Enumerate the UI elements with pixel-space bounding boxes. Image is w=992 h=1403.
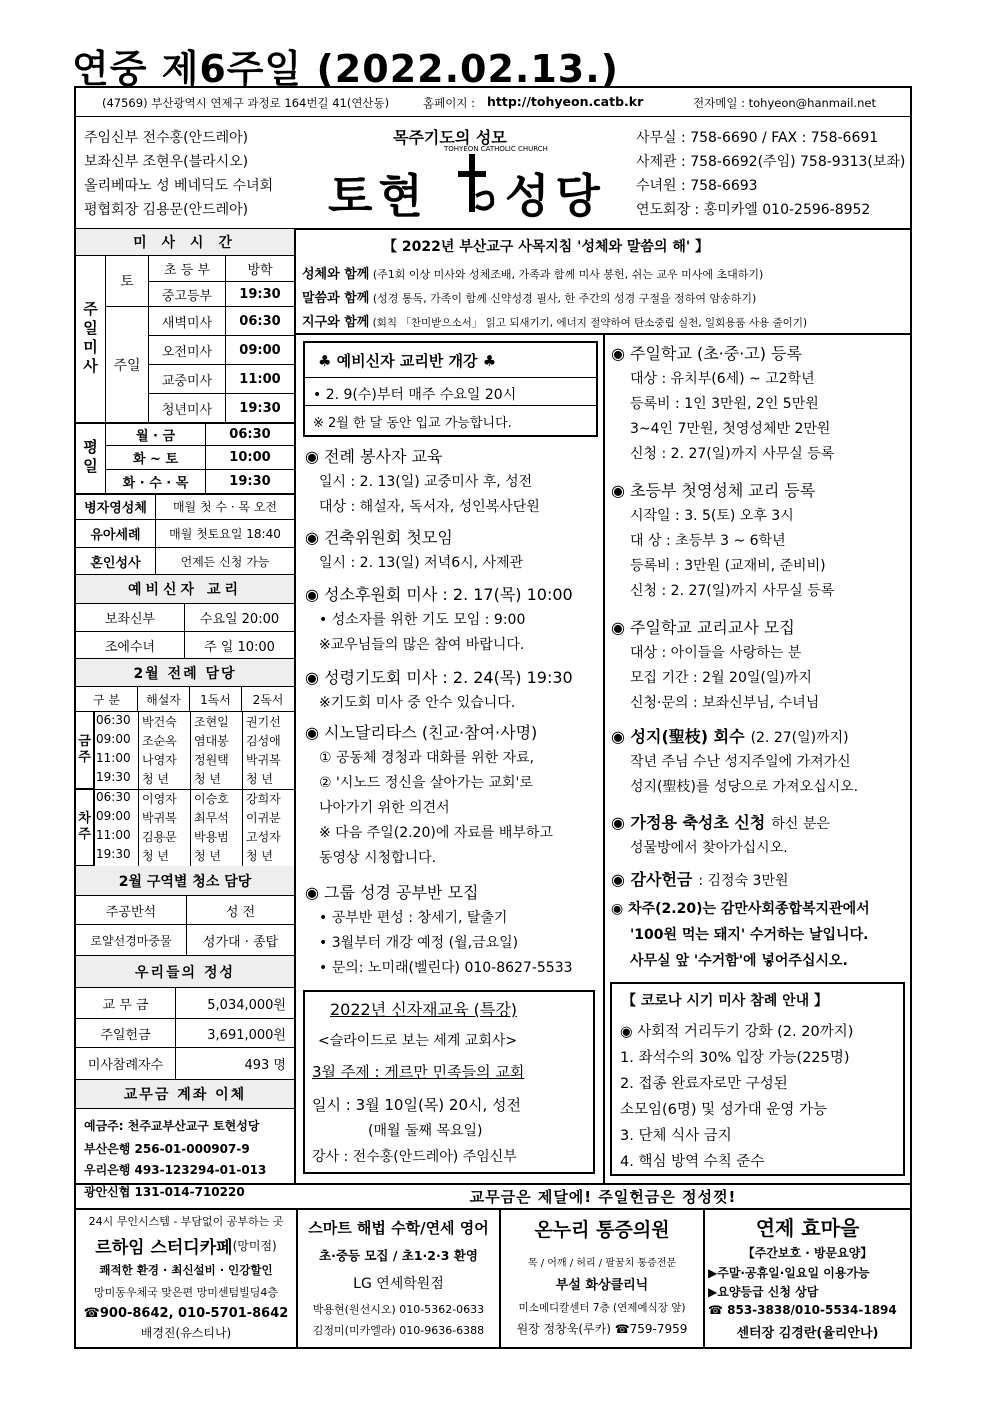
liturgy-time: 06:30	[96, 790, 131, 804]
liturgy-commentator: 나영자	[142, 753, 177, 767]
notice-title-tail: (2. 27(일)까지)	[750, 730, 849, 746]
notice-line: 일시 : 2. 13(일) 교중미사 후, 성전	[319, 474, 533, 490]
covid-line: 3. 단체 식사 금지	[620, 1128, 732, 1144]
notice-line: ② '시노드 정신을 살아가는 교회'로	[319, 775, 533, 791]
notice-line: 나아가기 위한 의견서	[319, 800, 450, 816]
notice-title-tail: 하신 분은	[771, 816, 830, 832]
covid-line: ◉ 사회적 거리두기 강화 (2. 20까지)	[620, 1024, 854, 1040]
ad-2-line: 김정미(미카엘라) 010-9636-6388	[312, 1324, 485, 1337]
offering-value: 3,691,000원	[176, 1019, 294, 1048]
liturgy-commentator: 청 년	[142, 849, 169, 863]
liturgy-commentator: 박건숙	[142, 715, 177, 729]
staff-3: 올리베따노 성 베네딕도 수녀회	[84, 178, 274, 194]
ad-4-line: ▶요양등급 신청 상담	[708, 1285, 819, 1299]
offering-value: 493 명	[176, 1048, 294, 1080]
notice-line: '100원 먹는 돼지' 수거하는 날입니다.	[630, 927, 869, 943]
contact-rectory: 사제관 : 758-6692(주임) 758-9313(보좌)	[636, 154, 906, 170]
pastoral-item-2: 말씀과 함께 (성경 통독, 가족이 함께 신약성경 필사, 한 주간의 성경 구절을 정하여 암송하기)	[302, 291, 757, 306]
ad-2-line: 박용현(원선시오) 010-5362-0633	[312, 1303, 485, 1316]
church-name-right: 성당	[505, 169, 606, 223]
ad-3-line: 미소메디칼센터 7층 (연제예식장 앞)	[518, 1301, 686, 1314]
liturgy-reader-1: 박용범	[194, 830, 229, 844]
cleaning-area: 성가대 · 종탑	[187, 925, 294, 956]
liturgy-time: 09:00	[96, 732, 131, 746]
liturgy-commentator: 조순옥	[142, 734, 177, 748]
notice-title: ◉ 성령기도회 미사 : 2. 24(목) 19:30	[305, 668, 573, 687]
ad-3-line: 목 / 어깨 / 허리 / 팔꿈치 통증전문	[527, 1257, 677, 1269]
weekday-row-time: 10:00	[206, 446, 294, 470]
pastoral-item-1: 성체와 함께 (주1회 이상 미사와 성체조배, 가족과 함께 미사 봉헌, 쉬는 교우 미사에 초대하기)	[302, 267, 764, 282]
ad-1-line: 망미동우체국 맞은편 망미센텀빌딩4층	[93, 1286, 278, 1299]
catechumen-header: 예비신자 교리	[76, 575, 294, 604]
slogan: 교무금은 제달에! 주일헌금은 정성껏!	[469, 1187, 737, 1206]
sunday-mass-label: 주일미사	[76, 256, 106, 422]
liturgy-reader-2: 청 년	[246, 849, 273, 863]
account-line: 우리은행 493-123294-01-013	[84, 1163, 267, 1177]
notice-title-text: ◉ 감사헌금	[611, 870, 693, 889]
catechumen-time: 주 일 10:00	[185, 632, 294, 659]
liturgy-time: 11:00	[96, 751, 131, 765]
liturgy-reader-1: 정원택	[194, 753, 229, 767]
liturgy-reader-2: 김성애	[246, 734, 281, 748]
cleaning-header: 2월 구역별 청소 담당	[76, 866, 294, 896]
notice-line: 대상 : 해설자, 독서자, 성인복사단원	[319, 499, 540, 515]
sun-row-time: 06:30	[226, 307, 294, 336]
notice-line: 등록비 : 1인 3만원, 2인 5만원	[630, 396, 819, 412]
notice-line: • 3월부터 개강 예정 (월,금요일)	[319, 935, 519, 951]
covid-line: 4. 핵심 방역 수칙 준수	[620, 1154, 765, 1170]
pastoral-title: 【 2022년 부산교구 사목지침 '성체와 말씀의 해' 】	[383, 239, 710, 255]
sacrament-info: 언제든 신청 가능	[156, 548, 294, 575]
notice-line: 대상 : 아이들을 사랑하는 분	[630, 645, 802, 661]
liturgy-col-head: 1독서	[190, 687, 242, 712]
catechumen-time: 수요일 20:00	[185, 604, 294, 632]
sacrament-name: 혼인성사	[76, 548, 156, 575]
ad-4-line: 센터장 김경란(율리안나)	[736, 1325, 879, 1341]
covid-title: 【 코로나 시기 미사 참례 안내 】	[622, 993, 829, 1009]
sun-row-time: 19:30	[239, 400, 281, 416]
catechumen-box-title: ♣ 예비신자 교리반 개강 ♣	[318, 352, 497, 370]
notice-line: 대상 : 유치부(6세) ~ 고2학년	[630, 371, 815, 387]
liturgy-reader-2: 청 년	[246, 772, 273, 786]
notice-title: ◉ 건축위원회 첫모임	[305, 528, 453, 547]
notice-line: 대 상 : 초등부 3 ~ 6학년	[630, 533, 786, 549]
liturgy-reader-1: 청 년	[194, 772, 221, 786]
sacrament-info: 매월 첫 수 · 목 오전	[156, 494, 294, 520]
ad-2-title: 스마트 해법 수학/연세 영어	[308, 1218, 489, 1237]
sacrament-name: 유아세례	[76, 520, 156, 548]
notice-line: 성물방에서 찾아가십시오.	[630, 840, 788, 856]
notice-line: 사무실 앞 '수거함'에 넣어주십시오.	[630, 953, 848, 969]
ad-1-line: 24시 무인시스템 - 부담없이 공부하는 곳	[88, 1215, 284, 1228]
liturgy-reader-1: 최무석	[194, 811, 229, 825]
sunday-label: 주일	[106, 307, 149, 422]
liturgy-commentator: 박귀복	[142, 811, 177, 825]
liturgy-reader-2: 박귀복	[246, 753, 281, 767]
sacrament-info: 매월 첫토요일 18:40	[156, 520, 294, 548]
ad-4-title: 연제 효마을	[755, 1215, 860, 1240]
offering-label: 주일헌금	[76, 1019, 176, 1048]
mass-times-header: 미 사 시 간	[76, 229, 294, 256]
sat-row-name: 초 등 부	[149, 256, 226, 282]
account-line: 광안신협 131-014-710220	[84, 1185, 245, 1199]
notice-title	[611, 341, 802, 364]
liturgy-time: 19:30	[96, 770, 131, 784]
notice-title-text: ◉ 가정용 축성초 신청	[611, 813, 766, 832]
education-date: 일시 : 3월 10일(목) 20시, 성전	[312, 1096, 522, 1114]
offering-header: 우리들의 정성	[76, 956, 294, 988]
catechumen-teacher: 조에수녀	[76, 632, 185, 659]
ad-1-phone: ☎900-8642, 010-5701-8642	[83, 1305, 289, 1321]
email: 전자메일 : tohyeon@hanmail.net	[693, 96, 876, 110]
cleaning-group: 로얄선경마중물	[76, 925, 187, 956]
notice-line: 작년 주님 수난 성지주일에 가져가신	[630, 754, 851, 770]
contact-president: 연도회장 : 홍미카엘 010-2596-8952	[636, 202, 871, 218]
ad-3-title: 온누리 통증의원	[534, 1218, 670, 1241]
homepage-label: 홈페이지 :	[423, 96, 475, 110]
catechumen-box-line: ※ 2월 한 달 동안 입교 가능합니다.	[313, 416, 512, 431]
notice-line: 신청 : 2. 27(일)까지 사무실 등록	[630, 583, 835, 599]
church-seal-text: TOHYEON CATHOLIC CHURCH	[444, 145, 548, 153]
sun-row-name: 오전미사	[149, 336, 226, 365]
liturgy-reader-2: 이귀분	[246, 811, 281, 825]
notice-title	[611, 724, 849, 747]
staff-4: 평협회장 김용문(안드레아)	[84, 202, 249, 218]
education-schedule: (매월 둘째 목요일)	[368, 1123, 483, 1139]
covid-line: 2. 접종 완료자로만 구성된	[620, 1076, 788, 1092]
covid-line: 소모임(6명) 및 성가대 운영 가능	[620, 1102, 828, 1118]
offering-label: 교 무 금	[76, 988, 176, 1019]
ad-4-phone: ☎ 853-3838/010-5534-1894	[708, 1303, 897, 1317]
staff-2: 보좌신부 조현우(블라시오)	[84, 154, 249, 170]
sat-row-name: 중고등부	[149, 282, 226, 307]
notice-line: • 공부반 편성 : 창세기, 탈출기	[319, 910, 508, 926]
liturgy-col-head: 해설자	[138, 687, 190, 712]
liturgy-reader-1: 조현일	[194, 715, 229, 729]
notice-line: • 문의: 노미래(벨린다) 010-8627-5533	[319, 960, 573, 976]
homepage-link[interactable]: http://tohyeon.catb.kr	[487, 94, 644, 109]
weekday-row-time: 19:30	[229, 474, 271, 489]
notice-line: ※ 다음 주일(2.20)에 자료를 배부하고	[319, 825, 553, 841]
liturgy-commentator: 청 년	[142, 772, 169, 786]
account-header: 교무금 계좌 이체	[76, 1080, 294, 1109]
catechumen-box-line: • 2. 9(수)부터 매주 수요일 20시	[313, 387, 517, 403]
ad-2-name: LG 연세학원점	[353, 1276, 444, 1292]
liturgy-time: 06:30	[96, 713, 131, 727]
notice-title	[611, 810, 830, 833]
liturgy-col-head: 구 분	[76, 687, 138, 712]
account-line: 부산은행 256-01-000907-9	[84, 1142, 250, 1156]
notice-title-text: ◉ 초등부 첫영성체 교리 등록	[611, 481, 816, 500]
notice-line: ※교우님들의 많은 참여 바랍니다.	[319, 637, 525, 653]
notice-title	[611, 615, 795, 638]
notice-line: 시작일 : 3. 5(토) 오후 3시	[630, 508, 794, 524]
education-title: 2022년 신자재교육 (특강)	[330, 1000, 518, 1019]
sun-row-name: 교중미사	[149, 365, 226, 394]
ad-1-branch: (망미점)	[232, 1238, 277, 1253]
notice-line: ◉ 차주(2.20)는 감만사회종합복지관에서	[611, 901, 870, 917]
notice-line: 3~4인 7만원, 첫영성체반 2만원	[630, 421, 831, 437]
weekday-row-name: 화 ~ 토	[106, 446, 206, 470]
liturgy-reader-2: 권기선	[246, 715, 281, 729]
church-address: (47569) 부산광역시 연제구 과정로 164번길 41(연산동)	[102, 96, 390, 110]
liturgy-time: 09:00	[96, 809, 131, 823]
notice-title: ◉ 성소후원회 미사 : 2. 17(목) 10:00	[305, 585, 573, 604]
notice-line: ① 공동체 경청과 대화를 위한 자료,	[319, 750, 535, 766]
liturgy-header: 2월 전례 담당	[76, 659, 294, 687]
sun-row-name: 청년미사	[149, 394, 226, 422]
liturgy-commentator: 이영자	[142, 792, 177, 806]
offering-value: 5,034,000원	[176, 988, 294, 1019]
church-name-left: 토현	[328, 169, 429, 223]
ad-1-line: 쾌적한 환경 · 최신설비 · 인강할인	[99, 1263, 273, 1277]
ad-1-name: 르하임 스터디카페	[95, 1237, 233, 1258]
notice-line: 성지(聖枝)를 성당으로 가져오십시오.	[630, 779, 859, 795]
account-holder: 예금주: 천주교부산교구 토현성당	[84, 1119, 260, 1133]
catechumen-teacher: 보좌신부	[76, 604, 185, 632]
weekday-row-name: 월 · 금	[106, 423, 206, 446]
notice-title: ◉ 시노달리타스 (친교·참여·사명)	[305, 723, 538, 742]
ad-2-line: 초·중등 모집 / 초1·2·3 환영	[319, 1248, 478, 1263]
staff-1: 주임신부 전수홍(안드레아)	[84, 130, 249, 146]
notice-line: ※기도회 미사 중 안수 있습니다.	[319, 695, 516, 711]
liturgy-col-head: 2독서	[242, 687, 294, 712]
sun-row-time: 11:00	[226, 365, 294, 394]
contact-office: 사무실 : 758-6690 / FAX : 758-6691	[636, 130, 879, 146]
church-subtitle: 목주기도의 성모	[393, 128, 507, 147]
liturgy-time: 11:00	[96, 828, 131, 842]
sacrament-name: 병자영성체	[76, 494, 156, 520]
weekday-mass-label: 평일	[76, 423, 106, 493]
contact-convent: 수녀원 : 758-6693	[636, 178, 758, 194]
liturgy-commentator: 김용문	[142, 830, 177, 844]
notice-line: 모집 기간 : 2월 20일(일)까지	[630, 670, 812, 686]
notice-line: 신청 : 2. 27(일)까지 사무실 등록	[630, 446, 835, 462]
education-topic: 3월 주제 : 게르만 민족들의 교회	[312, 1063, 525, 1081]
liturgy-reader-2: 고성자	[246, 830, 281, 844]
weekday-row-name: 화 · 수 · 목	[106, 470, 206, 493]
ad-3-line: 부설 화상클리닉	[555, 1277, 649, 1293]
ad-4-line: 【주간보호 · 방문요양】	[742, 1245, 873, 1260]
liturgy-week-label: 금주	[76, 712, 94, 789]
notice-title-text: ◉ 주일학교 (초·중·고) 등록	[611, 344, 802, 363]
notice-line: 동영상 시청합니다.	[319, 850, 437, 866]
liturgy-time: 19:30	[96, 847, 131, 861]
notice-title	[611, 478, 815, 501]
notice-title	[611, 867, 789, 890]
sat-row-time: 19:30	[226, 282, 294, 307]
notice-title-tail: : 김정숙 3만원	[698, 873, 789, 889]
ad-4-line: ▶주말·공휴일·일요일 이용가능	[708, 1266, 870, 1280]
page-title: 연중 제6주일 (2022.02.13.)	[72, 47, 620, 91]
notice-title: ◉ 그룹 성경 공부반 모집	[305, 883, 479, 902]
church-logo-icon	[436, 146, 508, 218]
notice-line: 신청·문의 : 보좌신부님, 수녀님	[630, 695, 820, 711]
ad-1-line: 배경진(유스티나)	[140, 1325, 232, 1340]
sat-row-time: 방학	[226, 256, 294, 282]
weekday-row-time: 06:30	[206, 423, 294, 446]
liturgy-reader-1: 염대봉	[194, 734, 229, 748]
pastoral-item-3: 지구와 함께 (회칙 「찬미받으소서」 읽고 되새기기, 에너지 절약하여 탄소중립 실천, 일회용품 사용 줄이기)	[302, 315, 808, 330]
notice-title-text: ◉ 주일학교 교리교사 모집	[611, 618, 795, 637]
liturgy-week-label: 차주	[76, 789, 94, 866]
covid-line: 1. 좌석수의 30% 입장 가능(225명)	[620, 1050, 850, 1066]
notice-line: • 성소자를 위한 기도 모임 : 9:00	[319, 612, 526, 628]
cleaning-group: 주공반석	[76, 896, 187, 925]
notice-line: 일시 : 2. 13(일) 저녁6시, 사제관	[319, 555, 524, 571]
liturgy-reader-1: 이승호	[194, 792, 229, 806]
ad-3-line: 원장 정창욱(루카) ☎759-7959	[516, 1321, 688, 1336]
notice-title: ◉ 전례 봉사자 교육	[305, 447, 443, 466]
saturday-label: 토	[106, 256, 149, 307]
education-lecturer: 강사 : 전수홍(안드레아) 주임신부	[312, 1149, 517, 1165]
liturgy-reader-2: 강희자	[246, 792, 281, 806]
sun-row-name: 새벽미사	[149, 307, 226, 336]
education-subtitle: <슬라이드로 보는 세계 교회사>	[318, 1033, 518, 1049]
notice-title-text: ◉ 성지(聖枝) 회수	[611, 727, 745, 746]
sun-row-time: 09:00	[226, 336, 294, 365]
cleaning-area: 성 전	[187, 896, 294, 925]
notice-line: 등록비 : 3만원 (교재비, 준비비)	[630, 558, 826, 574]
liturgy-reader-1: 청 년	[194, 849, 221, 863]
offering-label: 미사참례자수	[76, 1048, 176, 1080]
